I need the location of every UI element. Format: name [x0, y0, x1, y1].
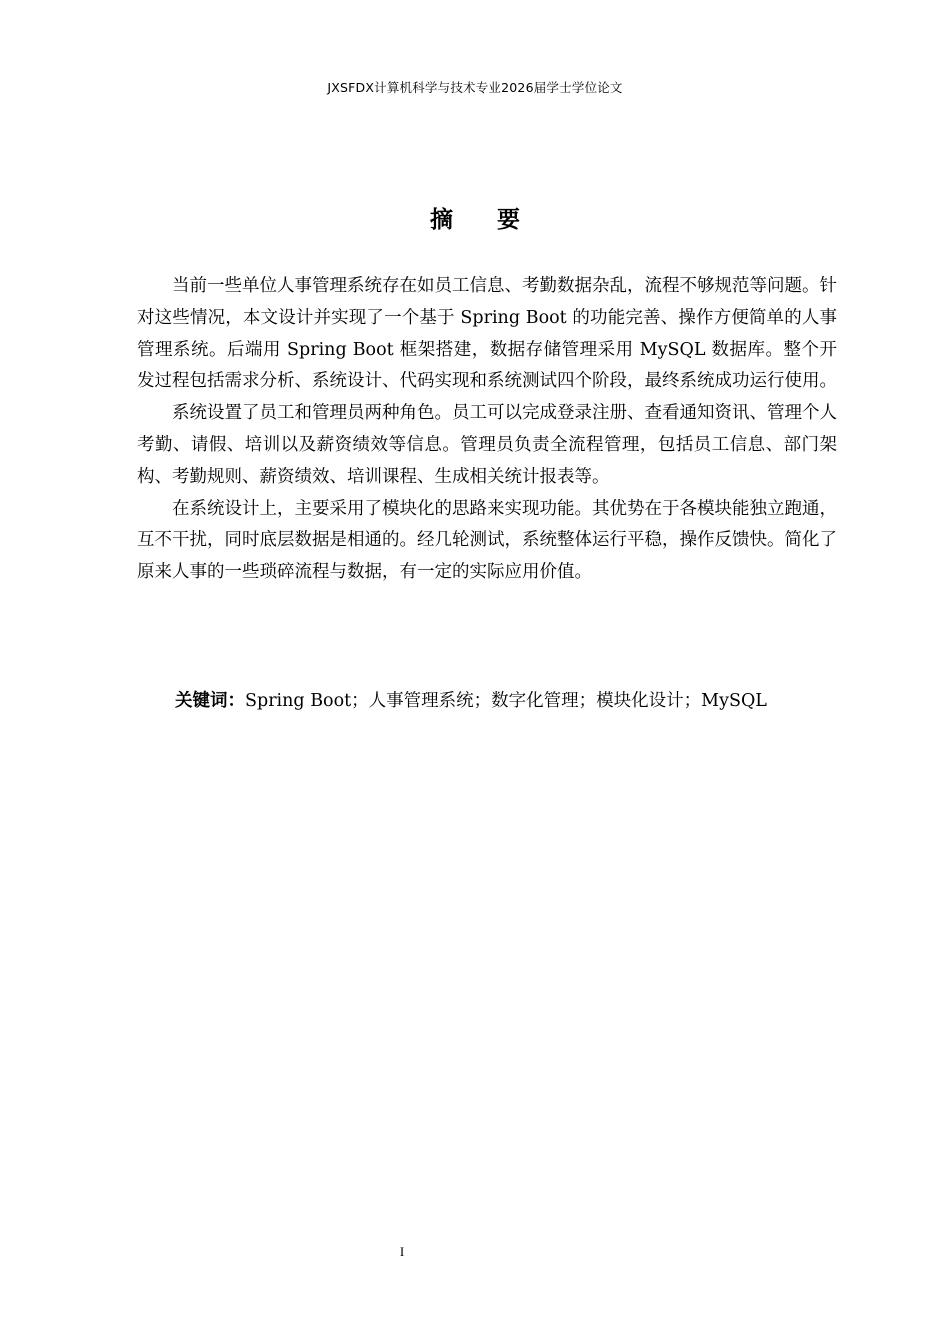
abstract-paragraph-2: 系统设置了员工和管理员两种角色。员工可以完成登录注册、查看通知资讯、管理个人考勤、请假、培训以及薪资绩效等信息。管理员负责全流程管理，包括员工信息、部门架构、考勤规则、薪资绩效、培训课程、生成相关统计报表等。: [137, 403, 837, 487]
keywords-text: Spring Boot；人事管理系统；数字化管理；模块化设计；MySQL: [245, 691, 767, 711]
abstract-paragraph-1: 当前一些单位人事管理系统存在如员工信息、考勤数据杂乱，流程不够规范等问题。针对这些情况，本文设计并实现了一个基于 Spring Boot 的功能完善、操作方便简单的人事管理系统。后端用 Spring Boot 框架搭建，数据存储管理采用 MySQL 数据库。整个开发过程包括需求分析、系统设计、代码实现和系统测试四个阶段，最终系统成功运行使用。: [137, 276, 837, 392]
page-number: I: [399, 1244, 405, 1259]
keywords-line: [175, 686, 855, 717]
abstract-paragraph-3: 在系统设计上，主要采用了模块化的思路来实现功能。其优势在于各模块能独立跑通，互不干扰，同时底层数据是相通的。经几轮测试，系统整体运行平稳，操作反馈快。简化了原来人事的一些琐碎流程与数据，有一定的实际应用价值。: [137, 498, 837, 583]
running-header: JXSFDX计算机科学与技术专业2026届学士学位论文: [327, 80, 623, 95]
abstract-body: [137, 271, 837, 589]
keywords-label: 关键词：: [175, 691, 245, 711]
abstract-title: 摘 要: [429, 207, 538, 233]
